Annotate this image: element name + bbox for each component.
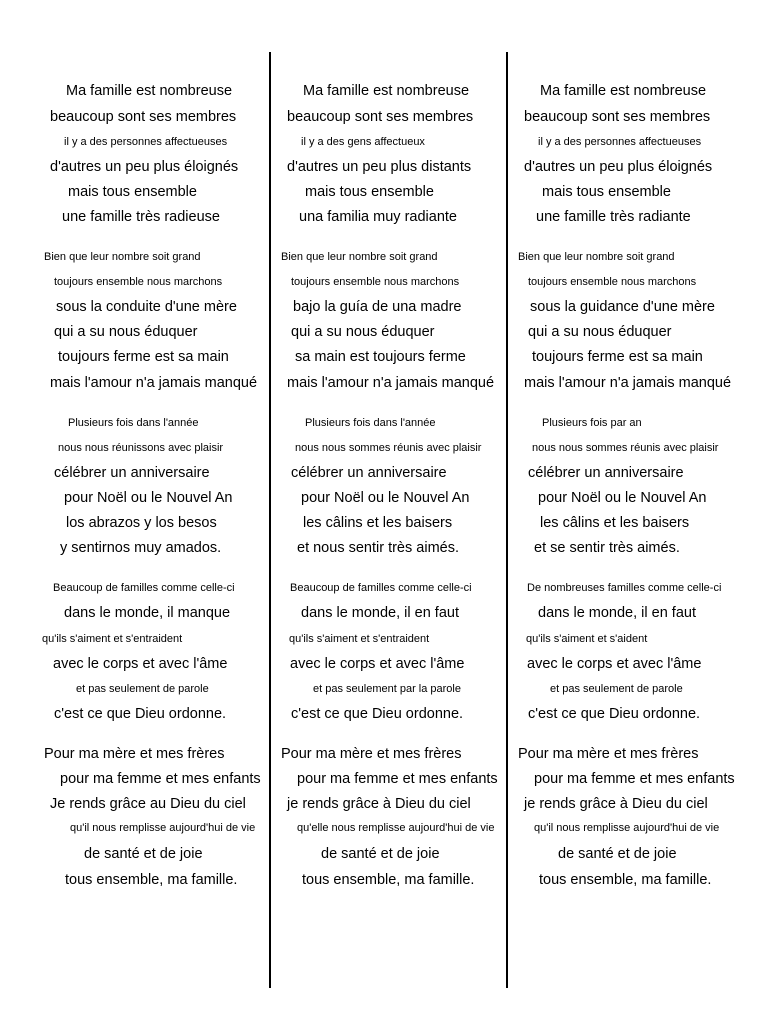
poem-line: c'est ce que Dieu ordonne. bbox=[291, 706, 464, 722]
poem-line: mais l'amour n'a jamais manqué bbox=[50, 375, 258, 391]
poem-line: une famille très radieuse bbox=[62, 209, 220, 225]
poem-line: avec le corps et avec l'âme bbox=[53, 656, 228, 672]
poem-line: pour ma femme et mes enfants bbox=[297, 771, 498, 787]
poem-line: mais tous ensemble bbox=[542, 184, 671, 200]
poem-line: los abrazos y los besos bbox=[66, 515, 217, 531]
poem-line: sous la guidance d'une mère bbox=[530, 299, 715, 315]
poem-line: mais tous ensemble bbox=[68, 184, 197, 200]
poem-line: nous nous sommes réunis avec plaisir bbox=[532, 442, 719, 454]
poem-line: pour Noël ou le Nouvel An bbox=[301, 490, 470, 506]
poem-line: toujours ferme est sa main bbox=[532, 349, 703, 365]
poem-line: qu'ils s'aiment et s'entraident bbox=[289, 633, 430, 645]
poem-line: d'autres un peu plus distants bbox=[287, 159, 472, 175]
poem-line: pour ma femme et mes enfants bbox=[534, 771, 735, 787]
poem-line: c'est ce que Dieu ordonne. bbox=[528, 706, 701, 722]
poem-line: qui a su nous éduquer bbox=[291, 324, 435, 340]
poem-line: tous ensemble, ma famille. bbox=[65, 872, 238, 888]
poem-line: Bien que leur nombre soit grand bbox=[44, 251, 201, 263]
poem-line: Ma famille est nombreuse bbox=[303, 83, 470, 99]
poem-line: célébrer un anniversaire bbox=[54, 465, 210, 481]
poem-line: dans le monde, il en faut bbox=[301, 605, 459, 621]
poem-line: de santé et de joie bbox=[558, 846, 677, 862]
poem-line: je rends grâce à Dieu du ciel bbox=[287, 796, 471, 812]
poem-line: qu'elle nous remplisse aujourd'hui de vie bbox=[297, 822, 495, 834]
poem-line: toujours ensemble nous marchons bbox=[528, 276, 697, 288]
poem-line: avec le corps et avec l'âme bbox=[527, 656, 702, 672]
poem-line: sa main est toujours ferme bbox=[295, 349, 466, 365]
poem-line: sous la conduite d'une mère bbox=[56, 299, 237, 315]
poem-line: il y a des personnes affectueuses bbox=[64, 136, 228, 148]
poem-line: Beaucoup de familles comme celle-ci bbox=[290, 582, 472, 594]
poem-line: qu'ils s'aiment et s'aident bbox=[526, 633, 648, 645]
poem-line: célébrer un anniversaire bbox=[528, 465, 684, 481]
poem-line: Beaucoup de familles comme celle-ci bbox=[53, 582, 235, 594]
column-divider-right bbox=[506, 52, 508, 988]
poem-line: il y a des gens affectueux bbox=[301, 136, 425, 148]
poem-line: qu'il nous remplisse aujourd'hui de vie bbox=[70, 822, 256, 834]
poem-line: Pour ma mère et mes frères bbox=[44, 746, 225, 762]
poem-line: Bien que leur nombre soit grand bbox=[518, 251, 675, 263]
poem-line: de santé et de joie bbox=[321, 846, 440, 862]
column-divider-left bbox=[269, 52, 271, 988]
poem-line: et nous sentir très aimés. bbox=[297, 540, 459, 556]
poem-line: célébrer un anniversaire bbox=[291, 465, 447, 481]
poem-line: une famille très radiante bbox=[536, 209, 691, 225]
poem-line: Bien que leur nombre soit grand bbox=[281, 251, 438, 263]
poem-line: toujours ferme est sa main bbox=[58, 349, 229, 365]
poem-line: qu'il nous remplisse aujourd'hui de vie bbox=[534, 822, 720, 834]
poem-line: de santé et de joie bbox=[84, 846, 203, 862]
poem-line: qu'ils s'aiment et s'entraident bbox=[42, 633, 183, 645]
poem-line: pour ma femme et mes enfants bbox=[60, 771, 261, 787]
poem-line: beaucoup sont ses membres bbox=[287, 109, 474, 125]
poem-line: Plusieurs fois dans l'année bbox=[68, 417, 199, 429]
poem-line: qui a su nous éduquer bbox=[54, 324, 198, 340]
poem-line: Pour ma mère et mes frères bbox=[518, 746, 699, 762]
poem-line: d'autres un peu plus éloignés bbox=[50, 159, 239, 175]
poem-line: tous ensemble, ma famille. bbox=[539, 872, 712, 888]
poem-line: una familia muy radiante bbox=[299, 209, 457, 225]
poem-line: toujours ensemble nous marchons bbox=[291, 276, 460, 288]
poem-line: pour Noël ou le Nouvel An bbox=[538, 490, 707, 506]
poem-line: De nombreuses familles comme celle-ci bbox=[527, 582, 722, 594]
poem-line: pour Noël ou le Nouvel An bbox=[64, 490, 233, 506]
poem-line: d'autres un peu plus éloignés bbox=[524, 159, 713, 175]
poem-line: les câlins et les baisers bbox=[540, 515, 690, 531]
poem-line: Ma famille est nombreuse bbox=[540, 83, 707, 99]
poem-line: toujours ensemble nous marchons bbox=[54, 276, 223, 288]
poem-line: nous nous réunissons avec plaisir bbox=[58, 442, 224, 454]
poem-line: tous ensemble, ma famille. bbox=[302, 872, 475, 888]
poem-line: Ma famille est nombreuse bbox=[66, 83, 233, 99]
poem-line: dans le monde, il manque bbox=[64, 605, 231, 621]
poem-line: et pas seulement par la parole bbox=[313, 683, 461, 695]
poem-line: qui a su nous éduquer bbox=[528, 324, 672, 340]
poem-line: mais l'amour n'a jamais manqué bbox=[524, 375, 732, 391]
poem-line: y sentirnos muy amados. bbox=[60, 540, 222, 556]
poem-line: et pas seulement de parole bbox=[550, 683, 683, 695]
poem-line: Pour ma mère et mes frères bbox=[281, 746, 462, 762]
poem-line: beaucoup sont ses membres bbox=[50, 109, 237, 125]
poem-line: avec le corps et avec l'âme bbox=[290, 656, 465, 672]
poem-line: il y a des personnes affectueuses bbox=[538, 136, 702, 148]
poem-line: et pas seulement de parole bbox=[76, 683, 209, 695]
poem-line: bajo la guía de una madre bbox=[293, 299, 462, 315]
poem-line: les câlins et les baisers bbox=[303, 515, 453, 531]
poem-line: beaucoup sont ses membres bbox=[524, 109, 711, 125]
poem-line: c'est ce que Dieu ordonne. bbox=[54, 706, 227, 722]
poem-line: mais l'amour n'a jamais manqué bbox=[287, 375, 495, 391]
poem-line: mais tous ensemble bbox=[305, 184, 434, 200]
poem-line: je rends grâce à Dieu du ciel bbox=[524, 796, 708, 812]
poem-line: nous nous sommes réunis avec plaisir bbox=[295, 442, 482, 454]
poem-line: et se sentir très aimés. bbox=[534, 540, 680, 556]
poem-line: Plusieurs fois dans l'année bbox=[305, 417, 436, 429]
poem-line: dans le monde, il en faut bbox=[538, 605, 696, 621]
poem-line: Je rends grâce au Dieu du ciel bbox=[50, 796, 246, 812]
poem-line: Plusieurs fois par an bbox=[542, 417, 642, 429]
